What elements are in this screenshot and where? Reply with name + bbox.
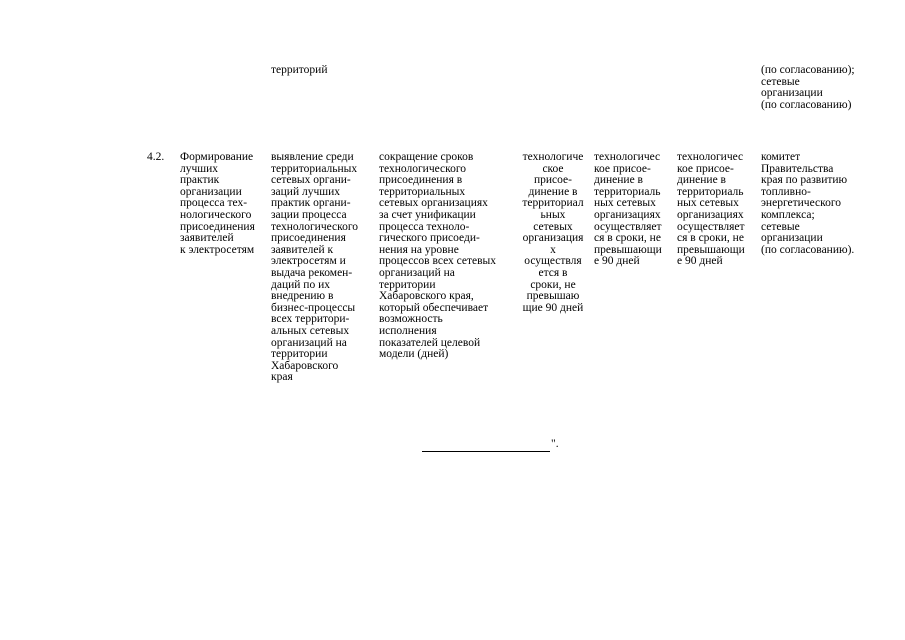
row-name: Формирование лучших практик организации процесса тех- нологического присоединения заявителей к электросетям bbox=[180, 151, 255, 256]
row-action: выявление среди территориальных сетевых органи- заций лучших практик органи- зации процесса технологического присоединения заявителей к электросетям и выдача рекомен- даций по их внедрению в бизнес-процессы всех территори- альных сетевых организаций на территории Хабаровского края bbox=[271, 151, 359, 384]
closing-quote-mark: ". bbox=[551, 438, 559, 450]
row-number: 4.2. bbox=[147, 151, 165, 163]
row-result: сокращение сроков технологического присоединения в территориальных сетевых организациях за счет унификации процесса техноло- гического присоеди- нения на уровне процессов всех сетевых организаций на территории Хабаровского края, который обеспечивает возможность исполнения показателей целевой модели (дней) bbox=[379, 151, 497, 361]
prev-row-action-fragment: территорий bbox=[271, 64, 328, 76]
row-value-1: технологиче ское присое- динение в территориал ьных сетевых организация х осуществля ется в сроки, не превышаю щие 90 дней bbox=[522, 151, 584, 314]
row-responsible: комитет Правительства края по развитию топливно- энергетического комплекса; сетевые организации (по согласованию). bbox=[761, 151, 855, 256]
row-value-3: технологичес кое присое- динение в территориаль ных сетевых организациях осуществляет ся в сроки, не превышающи е 90 дней bbox=[677, 151, 745, 268]
closing-underline bbox=[422, 451, 550, 452]
row-value-2: технологичес кое присое- динение в территориаль ных сетевых организациях осуществляет ся в сроки, не превышающи е 90 дней bbox=[594, 151, 662, 268]
prev-row-responsible-fragment: (по согласованию); сетевые организации (по согласованию) bbox=[761, 64, 855, 111]
